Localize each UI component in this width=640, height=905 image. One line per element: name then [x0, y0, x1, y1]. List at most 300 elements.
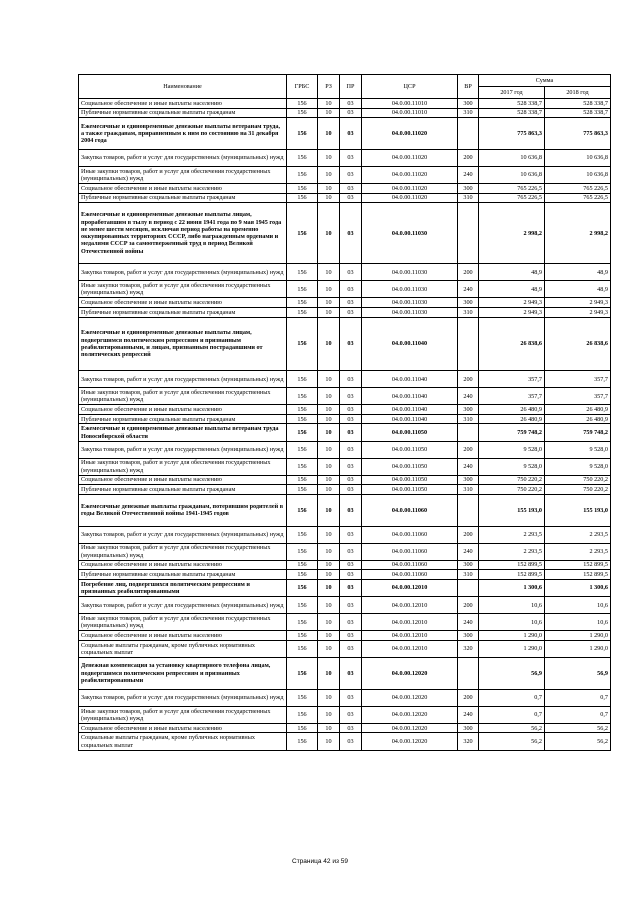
cell-grbs: 156 — [287, 166, 318, 183]
cell-v2018: 48,9 — [545, 281, 611, 298]
cell-name: Социальное обеспечение и иные выплаты населению — [79, 99, 287, 109]
cell-vr: 300 — [458, 560, 479, 570]
cell-name: Ежемесячные и единовременные денежные выплаты лицам, проработавшим в тылу в период с 22 июня 1941 года по 9 мая 1945 года не менее шести месяцев, исключая период работы на временно оккупированных территориях СССР, либо награжденным орденами и медалями СССР за самоотверженный труд в период Великой Отечественной войны — [79, 203, 287, 264]
cell-v2018: 9 528,0 — [545, 458, 611, 475]
cell-grbs: 156 — [287, 388, 318, 405]
cell-pr: 03 — [340, 723, 362, 733]
cell-v2017: 10 636,8 — [479, 166, 545, 183]
cell-vr — [458, 203, 479, 264]
cell-csr: 04.0.00.11050 — [362, 458, 458, 475]
cell-name: Публичные нормативные социальные выплаты гражданам — [79, 108, 287, 118]
cell-grbs: 156 — [287, 733, 318, 750]
cell-v2018: 357,7 — [545, 388, 611, 405]
cell-rz: 10 — [318, 166, 340, 183]
table-row — [79, 706, 611, 723]
cell-vr: 300 — [458, 723, 479, 733]
cell-rz: 10 — [318, 281, 340, 298]
cell-pr: 03 — [340, 193, 362, 203]
cell-v2017: 528 338,7 — [479, 108, 545, 118]
cell-vr: 200 — [458, 689, 479, 706]
cell-name: Ежемесячные и единовременные денежные выплаты ветеранам труда Новосибирской области — [79, 424, 287, 441]
cell-vr: 240 — [458, 543, 479, 560]
cell-v2017: 152 899,5 — [479, 560, 545, 570]
cell-csr: 04.0.00.11060 — [362, 494, 458, 526]
cell-vr: 300 — [458, 99, 479, 109]
cell-rz: 10 — [318, 193, 340, 203]
cell-grbs: 156 — [287, 543, 318, 560]
cell-v2018: 9 528,0 — [545, 441, 611, 458]
cell-v2018: 2 949,3 — [545, 298, 611, 308]
cell-pr: 03 — [340, 166, 362, 183]
cell-v2018: 775 863,3 — [545, 118, 611, 150]
cell-name: Денежная компенсация за установку квартирного телефона лицам, подвергшимся политическим репрессиям и признанных реабилитированными — [79, 657, 287, 689]
cell-v2017: 56,9 — [479, 657, 545, 689]
cell-csr: 04.0.00.12010 — [362, 580, 458, 597]
cell-vr: 200 — [458, 149, 479, 166]
cell-vr: 240 — [458, 166, 479, 183]
cell-v2018: 0,7 — [545, 689, 611, 706]
cell-v2018: 26 480,9 — [545, 414, 611, 424]
cell-name: Иные закупки товаров, работ и услуг для обеспечения государственных (муниципальных) нужд — [79, 388, 287, 405]
cell-v2017: 759 748,2 — [479, 424, 545, 441]
table-row — [79, 597, 611, 614]
cell-csr: 04.0.00.11050 — [362, 424, 458, 441]
cell-csr: 04.0.00.11030 — [362, 307, 458, 317]
cell-v2017: 750 220,2 — [479, 475, 545, 485]
cell-vr — [458, 580, 479, 597]
cell-csr: 04.0.00.11020 — [362, 118, 458, 150]
cell-vr: 300 — [458, 298, 479, 308]
cell-v2017: 26 480,9 — [479, 414, 545, 424]
cell-csr: 04.0.00.11030 — [362, 298, 458, 308]
cell-name: Закупка товаров, работ и услуг для государственных (муниципальных) нужд — [79, 526, 287, 543]
table-row — [79, 441, 611, 458]
table-row — [79, 388, 611, 405]
table-row — [79, 203, 611, 264]
cell-v2017: 2 949,3 — [479, 298, 545, 308]
cell-v2018: 26 480,9 — [545, 405, 611, 415]
header-sum: Сумма — [479, 75, 611, 87]
header-2017: 2017 год — [479, 87, 545, 99]
cell-rz: 10 — [318, 614, 340, 631]
cell-v2018: 2 293,5 — [545, 543, 611, 560]
cell-grbs: 156 — [287, 657, 318, 689]
cell-grbs: 156 — [287, 118, 318, 150]
cell-rz: 10 — [318, 580, 340, 597]
cell-v2018: 1 300,6 — [545, 580, 611, 597]
cell-vr: 200 — [458, 371, 479, 388]
cell-rz: 10 — [318, 298, 340, 308]
cell-pr: 03 — [340, 388, 362, 405]
cell-pr: 03 — [340, 580, 362, 597]
table-row — [79, 494, 611, 526]
cell-pr: 03 — [340, 640, 362, 657]
cell-csr: 04.0.00.11020 — [362, 166, 458, 183]
cell-name: Ежемесячные денежные выплаты гражданам, потерявшим родителей в годы Великой Отечественной войны 1941-1945 годов — [79, 494, 287, 526]
cell-csr: 04.0.00.11030 — [362, 264, 458, 281]
cell-rz: 10 — [318, 118, 340, 150]
table-row — [79, 424, 611, 441]
cell-pr: 03 — [340, 485, 362, 495]
cell-pr: 03 — [340, 543, 362, 560]
cell-vr — [458, 317, 479, 371]
cell-grbs: 156 — [287, 108, 318, 118]
cell-v2018: 0,7 — [545, 706, 611, 723]
cell-rz: 10 — [318, 526, 340, 543]
cell-grbs: 156 — [287, 560, 318, 570]
cell-v2017: 48,9 — [479, 264, 545, 281]
cell-v2017: 357,7 — [479, 371, 545, 388]
table-row — [79, 166, 611, 183]
cell-v2018: 152 899,5 — [545, 570, 611, 580]
cell-csr: 04.0.00.11040 — [362, 388, 458, 405]
cell-v2017: 1 290,0 — [479, 640, 545, 657]
cell-rz: 10 — [318, 706, 340, 723]
header-rz: РЗ — [318, 75, 340, 99]
cell-csr: 04.0.00.12020 — [362, 733, 458, 750]
cell-pr: 03 — [340, 475, 362, 485]
cell-v2018: 26 838,6 — [545, 317, 611, 371]
cell-name: Закупка товаров, работ и услуг для государственных (муниципальных) нужд — [79, 597, 287, 614]
cell-v2017: 775 863,3 — [479, 118, 545, 150]
cell-vr: 200 — [458, 526, 479, 543]
table-row — [79, 640, 611, 657]
cell-csr: 04.0.00.12020 — [362, 689, 458, 706]
cell-v2017: 10 636,8 — [479, 149, 545, 166]
cell-grbs: 156 — [287, 485, 318, 495]
cell-pr: 03 — [340, 657, 362, 689]
cell-name: Закупка товаров, работ и услуг для государственных (муниципальных) нужд — [79, 264, 287, 281]
cell-pr: 03 — [340, 614, 362, 631]
cell-csr: 04.0.00.12020 — [362, 657, 458, 689]
cell-vr: 240 — [458, 458, 479, 475]
cell-name: Закупка товаров, работ и услуг для государственных (муниципальных) нужд — [79, 441, 287, 458]
cell-pr: 03 — [340, 264, 362, 281]
cell-name: Публичные нормативные социальные выплаты гражданам — [79, 307, 287, 317]
cell-pr: 03 — [340, 203, 362, 264]
cell-v2017: 528 338,7 — [479, 99, 545, 109]
table-body — [79, 99, 611, 751]
cell-csr: 04.0.00.11040 — [362, 371, 458, 388]
cell-v2017: 26 838,6 — [479, 317, 545, 371]
cell-v2017: 9 528,0 — [479, 441, 545, 458]
table-row — [79, 307, 611, 317]
cell-v2017: 765 226,5 — [479, 193, 545, 203]
cell-v2018: 1 290,0 — [545, 640, 611, 657]
cell-rz: 10 — [318, 494, 340, 526]
cell-grbs: 156 — [287, 203, 318, 264]
cell-grbs: 156 — [287, 405, 318, 415]
cell-name: Закупка товаров, работ и услуг для государственных (муниципальных) нужд — [79, 149, 287, 166]
cell-vr: 310 — [458, 485, 479, 495]
cell-pr: 03 — [340, 597, 362, 614]
cell-grbs: 156 — [287, 526, 318, 543]
cell-pr: 03 — [340, 281, 362, 298]
cell-vr — [458, 424, 479, 441]
cell-grbs: 156 — [287, 706, 318, 723]
cell-v2018: 765 226,5 — [545, 193, 611, 203]
cell-pr: 03 — [340, 494, 362, 526]
cell-csr: 04.0.00.11020 — [362, 184, 458, 194]
cell-rz: 10 — [318, 388, 340, 405]
cell-v2018: 10,6 — [545, 597, 611, 614]
cell-name: Социальное обеспечение и иные выплаты населению — [79, 184, 287, 194]
cell-grbs: 156 — [287, 298, 318, 308]
cell-grbs: 156 — [287, 441, 318, 458]
table-row — [79, 298, 611, 308]
cell-v2018: 750 220,2 — [545, 475, 611, 485]
cell-rz: 10 — [318, 543, 340, 560]
table-row — [79, 614, 611, 631]
cell-v2018: 2 998,2 — [545, 203, 611, 264]
cell-pr: 03 — [340, 570, 362, 580]
cell-rz: 10 — [318, 371, 340, 388]
cell-grbs: 156 — [287, 184, 318, 194]
cell-csr: 04.0.00.12010 — [362, 614, 458, 631]
cell-grbs: 156 — [287, 631, 318, 641]
header-name: Наименование — [79, 75, 287, 99]
cell-grbs: 156 — [287, 614, 318, 631]
table-row — [79, 689, 611, 706]
cell-rz: 10 — [318, 458, 340, 475]
table-row — [79, 570, 611, 580]
cell-v2018: 48,9 — [545, 264, 611, 281]
cell-csr: 04.0.00.11050 — [362, 475, 458, 485]
table-row — [79, 526, 611, 543]
budget-table-page — [78, 74, 610, 751]
cell-csr: 04.0.00.11050 — [362, 441, 458, 458]
table-row — [79, 414, 611, 424]
header-pr: ПР — [340, 75, 362, 99]
cell-v2017: 10,6 — [479, 614, 545, 631]
cell-name: Иные закупки товаров, работ и услуг для обеспечения государственных (муниципальных) нужд — [79, 281, 287, 298]
cell-grbs: 156 — [287, 99, 318, 109]
cell-pr: 03 — [340, 149, 362, 166]
cell-vr: 240 — [458, 706, 479, 723]
cell-name: Публичные нормативные социальные выплаты гражданам — [79, 570, 287, 580]
cell-v2018: 2 293,5 — [545, 526, 611, 543]
cell-csr: 04.0.00.12010 — [362, 597, 458, 614]
cell-grbs: 156 — [287, 193, 318, 203]
table-row — [79, 723, 611, 733]
cell-grbs: 156 — [287, 371, 318, 388]
cell-vr: 300 — [458, 631, 479, 641]
cell-v2017: 2 949,3 — [479, 307, 545, 317]
cell-v2017: 750 220,2 — [479, 485, 545, 495]
cell-grbs: 156 — [287, 317, 318, 371]
cell-vr: 310 — [458, 193, 479, 203]
cell-name: Ежемесячные и единовременные денежные выплаты лицам, подвергшимся политическим репрессиям и признанным реабилитированными, и лицам, признанным пострадавшими от политических репрессий — [79, 317, 287, 371]
cell-rz: 10 — [318, 184, 340, 194]
table-row — [79, 99, 611, 109]
cell-v2017: 1 300,6 — [479, 580, 545, 597]
cell-name: Социальное обеспечение и иные выплаты населению — [79, 631, 287, 641]
cell-name: Публичные нормативные социальные выплаты гражданам — [79, 414, 287, 424]
budget-table — [78, 74, 611, 751]
header-vr: ВР — [458, 75, 479, 99]
cell-csr: 04.0.00.12010 — [362, 640, 458, 657]
cell-rz: 10 — [318, 99, 340, 109]
cell-vr: 240 — [458, 281, 479, 298]
cell-grbs: 156 — [287, 580, 318, 597]
page-number: Страница 42 из 59 — [292, 858, 348, 865]
cell-v2018: 10,6 — [545, 614, 611, 631]
table-row — [79, 657, 611, 689]
table-row — [79, 108, 611, 118]
cell-pr: 03 — [340, 405, 362, 415]
table-row — [79, 475, 611, 485]
cell-grbs: 156 — [287, 281, 318, 298]
header-2018: 2018 год — [545, 87, 611, 99]
cell-v2018: 155 193,0 — [545, 494, 611, 526]
cell-rz: 10 — [318, 264, 340, 281]
cell-vr — [458, 657, 479, 689]
cell-v2017: 0,7 — [479, 706, 545, 723]
cell-rz: 10 — [318, 485, 340, 495]
cell-rz: 10 — [318, 631, 340, 641]
cell-rz: 10 — [318, 149, 340, 166]
cell-name: Социальное обеспечение и иные выплаты населению — [79, 475, 287, 485]
cell-name: Социальное обеспечение и иные выплаты населению — [79, 560, 287, 570]
cell-grbs: 156 — [287, 264, 318, 281]
cell-vr: 200 — [458, 597, 479, 614]
cell-rz: 10 — [318, 640, 340, 657]
cell-v2017: 152 899,5 — [479, 570, 545, 580]
cell-v2018: 528 338,7 — [545, 99, 611, 109]
cell-pr: 03 — [340, 733, 362, 750]
cell-name: Социальное обеспечение и иные выплаты населению — [79, 298, 287, 308]
cell-vr: 320 — [458, 733, 479, 750]
cell-v2018: 10 636,8 — [545, 166, 611, 183]
cell-v2018: 765 226,5 — [545, 184, 611, 194]
cell-name: Социальное обеспечение и иные выплаты населению — [79, 405, 287, 415]
cell-v2018: 2 949,3 — [545, 307, 611, 317]
cell-grbs: 156 — [287, 640, 318, 657]
cell-v2017: 2 293,5 — [479, 526, 545, 543]
cell-rz: 10 — [318, 414, 340, 424]
cell-v2017: 48,9 — [479, 281, 545, 298]
cell-csr: 04.0.00.11060 — [362, 570, 458, 580]
cell-grbs: 156 — [287, 597, 318, 614]
cell-vr — [458, 118, 479, 150]
cell-grbs: 156 — [287, 723, 318, 733]
cell-rz: 10 — [318, 108, 340, 118]
cell-csr: 04.0.00.12010 — [362, 631, 458, 641]
cell-csr: 04.0.00.11060 — [362, 526, 458, 543]
cell-name: Иные закупки товаров, работ и услуг для обеспечения государственных (муниципальных) нужд — [79, 166, 287, 183]
cell-grbs: 156 — [287, 689, 318, 706]
cell-grbs: 156 — [287, 424, 318, 441]
cell-csr: 04.0.00.11040 — [362, 414, 458, 424]
cell-csr: 04.0.00.11010 — [362, 108, 458, 118]
cell-pr: 03 — [340, 424, 362, 441]
cell-v2018: 56,9 — [545, 657, 611, 689]
table-row — [79, 118, 611, 150]
table-row — [79, 193, 611, 203]
cell-name: Социальные выплаты гражданам, кроме публичных нормативных социальных выплат — [79, 640, 287, 657]
table-row — [79, 281, 611, 298]
cell-vr: 240 — [458, 614, 479, 631]
cell-vr: 310 — [458, 414, 479, 424]
cell-v2017: 56,2 — [479, 733, 545, 750]
cell-csr: 04.0.00.11020 — [362, 149, 458, 166]
cell-pr: 03 — [340, 118, 362, 150]
table-row — [79, 485, 611, 495]
cell-v2017: 26 480,9 — [479, 405, 545, 415]
cell-csr: 04.0.00.11050 — [362, 485, 458, 495]
cell-pr: 03 — [340, 560, 362, 570]
cell-pr: 03 — [340, 108, 362, 118]
cell-pr: 03 — [340, 371, 362, 388]
table-row — [79, 317, 611, 371]
table-row — [79, 149, 611, 166]
table-row — [79, 543, 611, 560]
cell-v2018: 759 748,2 — [545, 424, 611, 441]
cell-rz: 10 — [318, 307, 340, 317]
table-row — [79, 733, 611, 750]
cell-pr: 03 — [340, 706, 362, 723]
cell-vr: 200 — [458, 264, 479, 281]
cell-pr: 03 — [340, 689, 362, 706]
cell-v2017: 155 193,0 — [479, 494, 545, 526]
table-row — [79, 405, 611, 415]
table-row — [79, 184, 611, 194]
cell-name: Публичные нормативные социальные выплаты гражданам — [79, 485, 287, 495]
cell-name: Ежемесячные и единовременные денежные выплаты ветеранам труда, а также гражданам, приравненным к ним по состоянию на 31 декабря 2004 года — [79, 118, 287, 150]
cell-pr: 03 — [340, 526, 362, 543]
cell-vr: 300 — [458, 405, 479, 415]
cell-rz: 10 — [318, 723, 340, 733]
cell-v2017: 56,2 — [479, 723, 545, 733]
cell-grbs: 156 — [287, 307, 318, 317]
cell-rz: 10 — [318, 689, 340, 706]
cell-csr: 04.0.00.11020 — [362, 193, 458, 203]
cell-v2017: 357,7 — [479, 388, 545, 405]
cell-name: Иные закупки товаров, работ и услуг для обеспечения государственных (муниципальных) нужд — [79, 706, 287, 723]
cell-name: Закупка товаров, работ и услуг для государственных (муниципальных) нужд — [79, 689, 287, 706]
cell-pr: 03 — [340, 99, 362, 109]
cell-csr: 04.0.00.11040 — [362, 317, 458, 371]
cell-grbs: 156 — [287, 494, 318, 526]
cell-csr: 04.0.00.12020 — [362, 706, 458, 723]
cell-rz: 10 — [318, 733, 340, 750]
cell-v2018: 528 338,7 — [545, 108, 611, 118]
cell-csr: 04.0.00.11040 — [362, 405, 458, 415]
cell-v2017: 2 293,5 — [479, 543, 545, 560]
cell-pr: 03 — [340, 298, 362, 308]
cell-vr — [458, 494, 479, 526]
cell-csr: 04.0.00.11030 — [362, 281, 458, 298]
cell-name: Социальные выплаты гражданам, кроме публичных нормативных социальных выплат — [79, 733, 287, 750]
cell-vr: 200 — [458, 441, 479, 458]
cell-csr: 04.0.00.11060 — [362, 560, 458, 570]
cell-grbs: 156 — [287, 149, 318, 166]
cell-vr: 310 — [458, 108, 479, 118]
cell-v2018: 56,2 — [545, 723, 611, 733]
cell-vr: 300 — [458, 475, 479, 485]
cell-name: Иные закупки товаров, работ и услуг для обеспечения государственных (муниципальных) нужд — [79, 543, 287, 560]
cell-csr: 04.0.00.12020 — [362, 723, 458, 733]
cell-grbs: 156 — [287, 475, 318, 485]
cell-rz: 10 — [318, 570, 340, 580]
cell-pr: 03 — [340, 631, 362, 641]
cell-name: Иные закупки товаров, работ и услуг для обеспечения государственных (муниципальных) нужд — [79, 614, 287, 631]
cell-rz: 10 — [318, 657, 340, 689]
cell-vr: 320 — [458, 640, 479, 657]
table-row — [79, 580, 611, 597]
cell-pr: 03 — [340, 317, 362, 371]
cell-name: Иные закупки товаров, работ и услуг для обеспечения государственных (муниципальных) нужд — [79, 458, 287, 475]
